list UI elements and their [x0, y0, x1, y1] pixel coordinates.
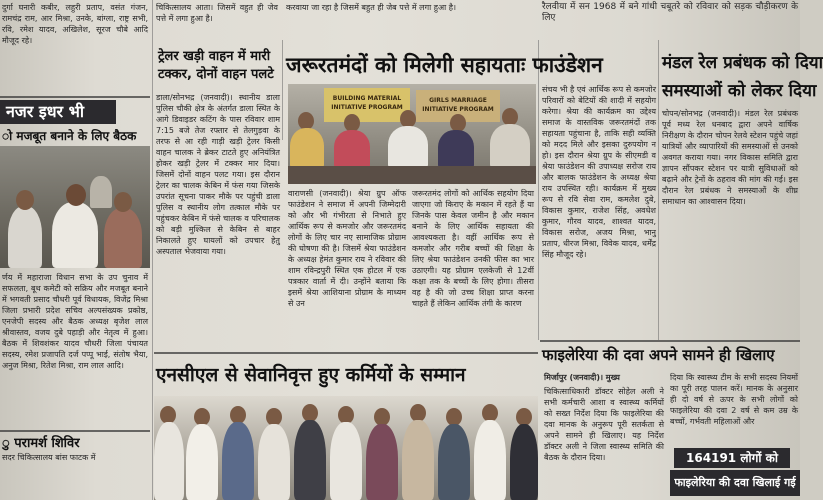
rule: [0, 430, 150, 432]
person: [366, 424, 398, 500]
left-body-text: र्णय में महाराजा विधान सभा के उप चुनाव में सफलता, बूथ कमेटी को सक्रिय और मजबूत बनाने में भगवती प्रसाद चौधरी पूर्व विधायक, विजेंद्र मिश्रा जिला प्रभारी प्रदेश सचिव अल्पसंख्यक प्रकोष्ठ, एनजेपी सदस्य और बैठक अध्यक्ष बृजेश लाल श्रीवास्तव, वजय दुबे पहाड़ी और नेतृत्व में हुआ। बैठक में शिवशंकर यादव चौधरी जिला पंचायत सदस्य, रमेश प्रजापति दर्ज पप्पू भाई, संतोष भैया, अनुज मिश्रा, रितेश मिश्रा, राम लाल आदि।: [2, 273, 148, 370]
left-bottom-text: सदर चिकित्सालय बांस फाटक में: [2, 453, 96, 462]
person: [258, 424, 290, 500]
center-headline: जरूरतमंदों को मिलेगी सहायताः फाउंडेशन: [286, 53, 603, 77]
bottom-right-badge: 164191 लोगों को: [674, 448, 790, 468]
person: [438, 424, 470, 500]
left-bottom-header: ु परामर्श शिविर: [2, 436, 80, 451]
right-body-text: चोपन/सोनभद्र (जनवादी)। मंडल रेल प्रबंधक पूर्व मध्य रेल धनबाद द्वारा अपने वार्षिक निरीक्षण के दौरान चोपन रेलवे स्टेशन पहुंचे जहां यात्रियों और व्यापारियों की समस्याओं से उनको अवगत कराया गया। नगर विकास समिति द्वारा ज्ञापन सौंपकर स्टेशन पर यात्री सुविधाओं को बढ़ाने और ट्रेनों के ठहराव की मांग की गई। इस दौरान रेल प्रबंधक ने समस्याओं के शीघ्र समाधान का आश्वासन दिया।: [662, 109, 798, 206]
person: [388, 126, 428, 168]
person: [16, 190, 34, 210]
person: [8, 206, 42, 268]
center-body-right: जरूरतमंद लोगों को आर्थिक सहयोग दिया जाएगा जो किराए के मकान में रहते हैं या जिनके पास केवल जमीन है और मकान बनाने के लिए आर्थिक सहायता की आवश्यकता है। वहीं आर्थिक रूप से कमजोर और गरीब बच्चों की शिक्षा के लिए श्रेया फाउंडेशन उनकी फीस का भार उठाएगी। यह प्रोग्राम एलकेजी से 12वीं कक्षा तक के बच्चों के लिए होगा। तीसरा वह है की जो उच्च शिक्षा प्राप्त करना चाहते हैं लेकिन आर्थिक तंगी के कारण: [412, 189, 534, 308]
rule: [154, 352, 538, 354]
bottom-right-dateline: मिर्जापुर (जनवादी)। मुख्य: [544, 373, 620, 382]
banner-girls-marriage-text: GIRLS MARRIAGE INITIATIVE PROGRAM: [422, 97, 494, 113]
banner-building-material-text: BUILDING MATERIAL INITIATIVE PROGRAM: [331, 95, 403, 111]
person: [438, 130, 474, 168]
group-photo: [154, 396, 538, 500]
person: [66, 184, 86, 206]
bottom-right-banner: फाइलेरिया की दवा खिलाई गई: [670, 470, 800, 496]
table: [288, 166, 536, 184]
person: [330, 422, 362, 500]
rule: [0, 96, 150, 98]
person: [334, 130, 370, 168]
banner-building-material: [324, 88, 410, 122]
person: [290, 128, 324, 168]
person: [52, 202, 98, 268]
col2-body-text: डाला/सोनभद्र (जनवादी)। स्थानीय डाला पुलिस चौकी क्षेत्र के अंतर्गत डाला स्थित के आगे डिवाइडर कटिंग के पास रविवार शाम 7:15 बजे तेज रफ्तार से तेलगुड़वा के तरफ से आ रही गाड़ी खड़ी ट्रेलर किसी वाहन चालक ने ब्रेकर टाटते हुए अनियंत्रित होकर खड़ी ट्रेलर में टक्कर मार दिया। जिसमें दोनों वाहन पलट गया। इस दौरान ट्रेलर का चालक केबिन में फंस गया जिसके उपरांत सूचना पाकर मौके पर पहुंची डाला पुलिस व स्थानीय लोग तत्काल मौके पर पहुंचकर केबिन में फंसे चालक व परिचालक को बड़ी मुश्किल से केबिन से बाहर निकालते हुए घायलों को उपचार हेतु अस्पताल भेजवाया गया।: [156, 93, 280, 256]
left-top-text: दुर्गा घनारी कबीर, लहुरी प्रताप, वसंत गंजन, रामचंद्र राम, आर मिश्रा, उनके, बांग्ला, राष्ट्र सभी, रवि, रमेश यादव, अखिलेश, सूरज चौबे आदि मौजूद रहे।: [2, 3, 148, 45]
col2-top-text: चिकित्सालय आता। जिसमें वहुत ही जेव पत्ते में लगा हुआ है।: [156, 3, 278, 23]
person: [154, 422, 184, 500]
person: [186, 424, 218, 500]
person: [474, 420, 506, 500]
col4-body-text: संचय भी है एवं आर्थिक रूप से कमजोर परिवारों को बेटियों की शादी में सहयोग करेगा। श्रेया की कार्यक्रम का उद्देश्य समाज के वास्तविक जरूरतमंदों तक सहायता पहुंचाना है, ताकि सही व्यक्ति को मदद मिले और इसका दुरुपयोग न हो। इस दौरान श्रेया ग्रुप के सीएमडी व श्रेया फाउंडेशन की उपाध्यक्ष सरोज राय और बालक फाउंडेशन के अध्यक्ष श्रेया राय उपस्थित रही। कार्यक्रम में मुख्य रूप से रवि सेवा राम, कमलेश दुबे, विकास कुमार, राजेश सिंह, अवधेश कुमार, गौरव यादव, शाश्वत यादव, विकास सरोज, अजय मिश्रा, भानु प्रताप, धीरज मिश्रा, विवेक यादव, धर्मेंद्र सिंह मौजूद रहे।: [542, 85, 656, 259]
person: [294, 420, 326, 500]
section-header: नजर इधर भी: [0, 100, 116, 124]
person: [222, 422, 254, 500]
left-headline: ो मजबूत बनाने के लिए बैठक: [2, 129, 137, 143]
meeting-photo: [0, 146, 150, 268]
rule: [540, 340, 800, 342]
bottom-right-side-text: दिया कि स्वास्थ्य टीम के सभी सदस्य नियमों का पूरी तरह पालन करें। मानक के अनुसार ही दो वर्ष से ऊपर के सभी लोगों को फाइलेरिया की दवा 2 वर्ष से कम उम्र के बच्चों, गर्भवती महिलाओं और: [670, 373, 798, 426]
center-top-text: करवाया जा रहा है जिसमें बहुत ही जेब पत्ते में लगा हुआ है।: [286, 3, 456, 12]
right-top-text: रैलवीया में सन 1968 में बने गांधी चबूतरे को रविवार को सड़क चौड़ीकरण के लिए: [542, 2, 798, 23]
column-divider: [538, 40, 539, 340]
column-divider: [152, 0, 153, 500]
right-headline-1: मंडल रेल प्रबंधक को दिया: [662, 53, 823, 73]
person: [510, 424, 538, 500]
person: [114, 192, 132, 212]
bottom-right-body: चिकित्साधिकारी डॉक्टर सोहेल अली ने सभी कर्मचारी आशा व स्वास्थ्य कर्मियों को सख्त निर्देश दिया कि फाइलेरिया की दवा मानक के अनुरूप पूरी सतर्कता से अपने सामने ही खिलाए। यह निर्देश डॉक्टर अली ने जिला स्वास्थ्य समिति की बैठक के दौरान दिया।: [544, 387, 664, 462]
column-divider: [658, 40, 659, 340]
press-conference-photo: [288, 84, 536, 184]
col2-headline: [158, 48, 280, 84]
person: [104, 208, 142, 268]
person: [490, 124, 530, 168]
center-body-left: वाराणसी (जनवादी)। श्रेया ग्रुप ऑफ फाउंडेशन ने समाज में अपनी जिम्मेदारी को और भी गंभीरता से निभाते हुए आर्थिक रूप से कमजोर और जरूरतमंद लोगों के लिए चार नए सामाजिक प्रोग्राम की घोषणा की है। जिसमें श्रेया फाउंडेशन के अध्यक्ष हेमंत कुमार राय ने रविवार की शाम रविन्द्रपुरी स्थित एक होटल में एक पत्रकार वार्ता में दी। उन्होंने बताया कि इसमें श्रेया आशियाना प्रोग्राम के माध्यम से उन: [288, 189, 406, 308]
right-headline-2: समस्याओं को लेकर दिया: [662, 81, 817, 101]
column-divider: [282, 40, 283, 140]
bottom-center-headline: एनसीएल से सेवानिवृत्त हुए कर्मियों के सम्मान: [156, 364, 466, 386]
person: [402, 420, 434, 500]
bottom-right-headline: फाइलेरिया की दवा अपने सामने ही खिलाए: [542, 346, 775, 364]
person: [90, 176, 112, 208]
col2-headline-text: ट्रेलर खड़ी वाहन में मारी टक्कर, दोनों वाहन पलटे: [158, 49, 274, 82]
